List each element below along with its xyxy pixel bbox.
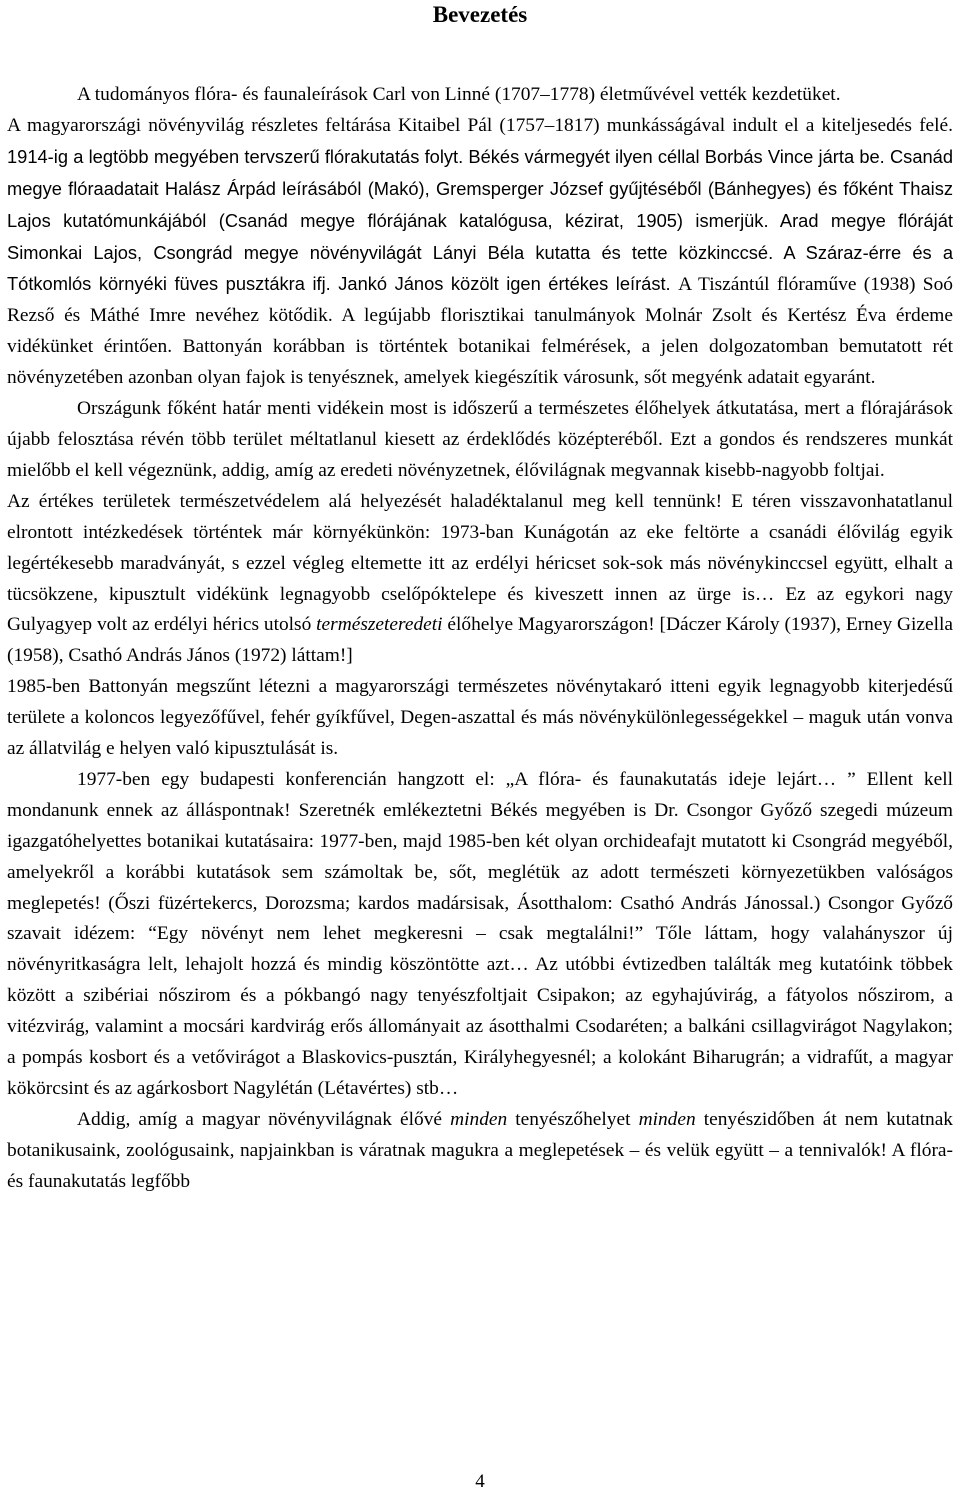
paragraph-konferencia-1977: 1977-ben egy budapesti konferencián hangzott el: „A flóra- és faunakutatás ideje lejárt… ” Ellent kell mondanunk ennek az álláspontnak! Szeretnék emlékeztetni Békés megyében is Dr. Csongor Győző szegedi múzeum igazgatóhelyettes botanikai kutatásaira: 1977-ben, majd 1985-ben két olyan orchideafajt mutatott ki Csongrád megyéből, amelyekről a korábbi kutatások sem számoltak be, sőt, meglétük az adott természeti környezetükben valóságos meglepetés! (Őszi füzértekercs, Dorozsma; kardos madársisak, Ásotthalom: Csathó András Jánossal.) Csongor Győző szavait idézem: “Egy növényt nem lehet megkeresni – csak megtalálni!” Tőle láttam, hogy valahányszor új növényritkaságra lelt, lehajolt hozzá és mindig köszöntötte azt… Az utóbbi évtizedben találták meg kutatóink többek között a szibériai nőszirom és a pókbangó nagy tenyészfoltjait Csipakon; az egyhajúvirág, a fátyolos nőszirom, a vitézvirág, valamint a mocsári kardvirág erős állományait az ásotthalmi Csodaréten; a balkáni csillagvirágot Nagylakon; a pompás kosbort és a vetővirágot a Blaskovics-pusztán, Királyhegyesnél; a kolokánt Biharugrán; a vidrafűt, a magyar kökörcsint és az agárkosbort Nagylétán (Létavértes) stb… xyxy=(7,768,953,1099)
paragraph-termeszetvedelem xyxy=(7,487,953,672)
paragraph-addig xyxy=(7,1105,953,1198)
paragraph-termeszetvedelem-end: élőhelye Magyarországon! [Dáczer Károly (1937), Erney Gizella (1958), Csathó András János (1972) láttam!] xyxy=(7,614,954,667)
emphasis-minden-1: minden xyxy=(450,1108,508,1130)
paragraph-addig-end: tenyészidőben át nem kutatnak botanikusaink, zoológusaink, napjainkban is váratnak magukra a meglepetések – és velük együtt – a tennivalók! A flóra- és faunakutatás legfőbb xyxy=(7,1108,953,1192)
paragraph-kitaibel-tiszantul: A Tiszántúl flóraműve (1938) Soó Rezső és Máthé Imre nevéhez kötődik. A legújabb florisztikai tanulmányok Molnár Zsolt és Kertész Éva érdeme vidékünket érintően. Battonyán korábban is történtek botanikai felmérések, a jelen dolgozatomban bemutatott rét növényzetében azonban olyan fajok is tenyésznek, amelyek kiegészítik városunk, sőt megyénk adatait egyaránt. xyxy=(7,274,953,389)
paragraph-kitaibel-arad: Arad megye flóráját Simonkai Lajos, Csongrád megye növényvilágát Lányi Béla kutatta és tette közkinccsé. A Száraz-érre és a Tótkomlós környéki füves pusztákra ifj. Jankó János közölt igen értékes leírást. xyxy=(7,209,953,295)
emphasis-minden-2: minden xyxy=(638,1108,696,1130)
paragraph-battonya-1985: 1985-ben Battonyán megszűnt létezni a magyarországi természetes növénytakaró itteni egyik legnagyobb kiterjedésű területe a koloncos legyezőfűvel, fehér gyíkfűvel, Degen-aszattal és más növénykülönlegességekkel – maguk után vonva az állatvilág e helyen való kipusztulását is. xyxy=(7,676,953,760)
paragraph-kitaibel-intro: A magyarországi növényvilág részletes feltárása Kitaibel Pál (1757–1817) munkásságával indult el a kiteljesedés felé. xyxy=(7,114,953,136)
page-number: 4 xyxy=(475,1471,485,1492)
paragraph-kitaibel-csanad: Csanád megye flóraadatait Halász Árpád leírásából (Makó), Gremsperger József gyűjtéséből (Bánhegyes) és főként Thaisz Lajos kutatómunkájából (Csanád megye flórájának katalógusa, kézirat, 1905) ismerjük. xyxy=(7,145,953,231)
paragraph-linne: A tudományos flóra- és faunaleírások Carl von Linné (1707–1778) életművével vették kezdetüket. xyxy=(77,84,841,105)
paragraph-hatar-menti: Országunk főként határ menti vidékein most is időszerű a természetes élőhelyek átkutatása, mert a flórajárások újabb felosztása révén több terület méltatlanul kiesett az érdeklődés középteréből. Ezt a gondos és rendszeres munkát mielőbb el kell végeznünk, addig, amíg az eredeti növényzetnek, élővilágnak megvannak kisebb-nagyobb foltjai. xyxy=(7,398,953,481)
emphasis-termeszeteredeti: természeteredeti xyxy=(316,614,443,636)
body-text xyxy=(7,80,953,1198)
document-page xyxy=(7,0,953,1198)
page-title: Bevezetés xyxy=(432,2,528,27)
paragraph-kitaibel xyxy=(7,111,953,394)
paragraph-termeszetvedelem-main: Az értékes területek természetvédelem alá helyezését haladéktalanul meg kell tennünk! E téren visszavonhatatlanul elrontott intézkedések történtek már környékünkön: 1973-ban Kunágotán az eke feltörte a csanádi élővilág egyik legértékesebb maradványát, s ezzel végleg eltemette itt az erdélyi héricset sok-sok más növénykinccsel együtt, elhalt a tücsökzene, kipusztult vidékünk legnagyobb cselőpóktelepe és kiveszett innen az ürge is… Ez az egykori nagy Gulyagyep volt az erdélyi hérics utolsó xyxy=(7,490,953,636)
paragraph-addig-middle: tenyészőhelyet xyxy=(507,1108,639,1130)
paragraph-addig-start: Addig, amíg a magyar növényvilágnak élővé xyxy=(77,1108,451,1130)
paragraph-kitaibel-bekes: 1914-ig a legtöbb megyében tervszerű flórakutatás folyt. Békés vármegyét ilyen céllal Borbás Vince járta be. xyxy=(7,145,890,167)
